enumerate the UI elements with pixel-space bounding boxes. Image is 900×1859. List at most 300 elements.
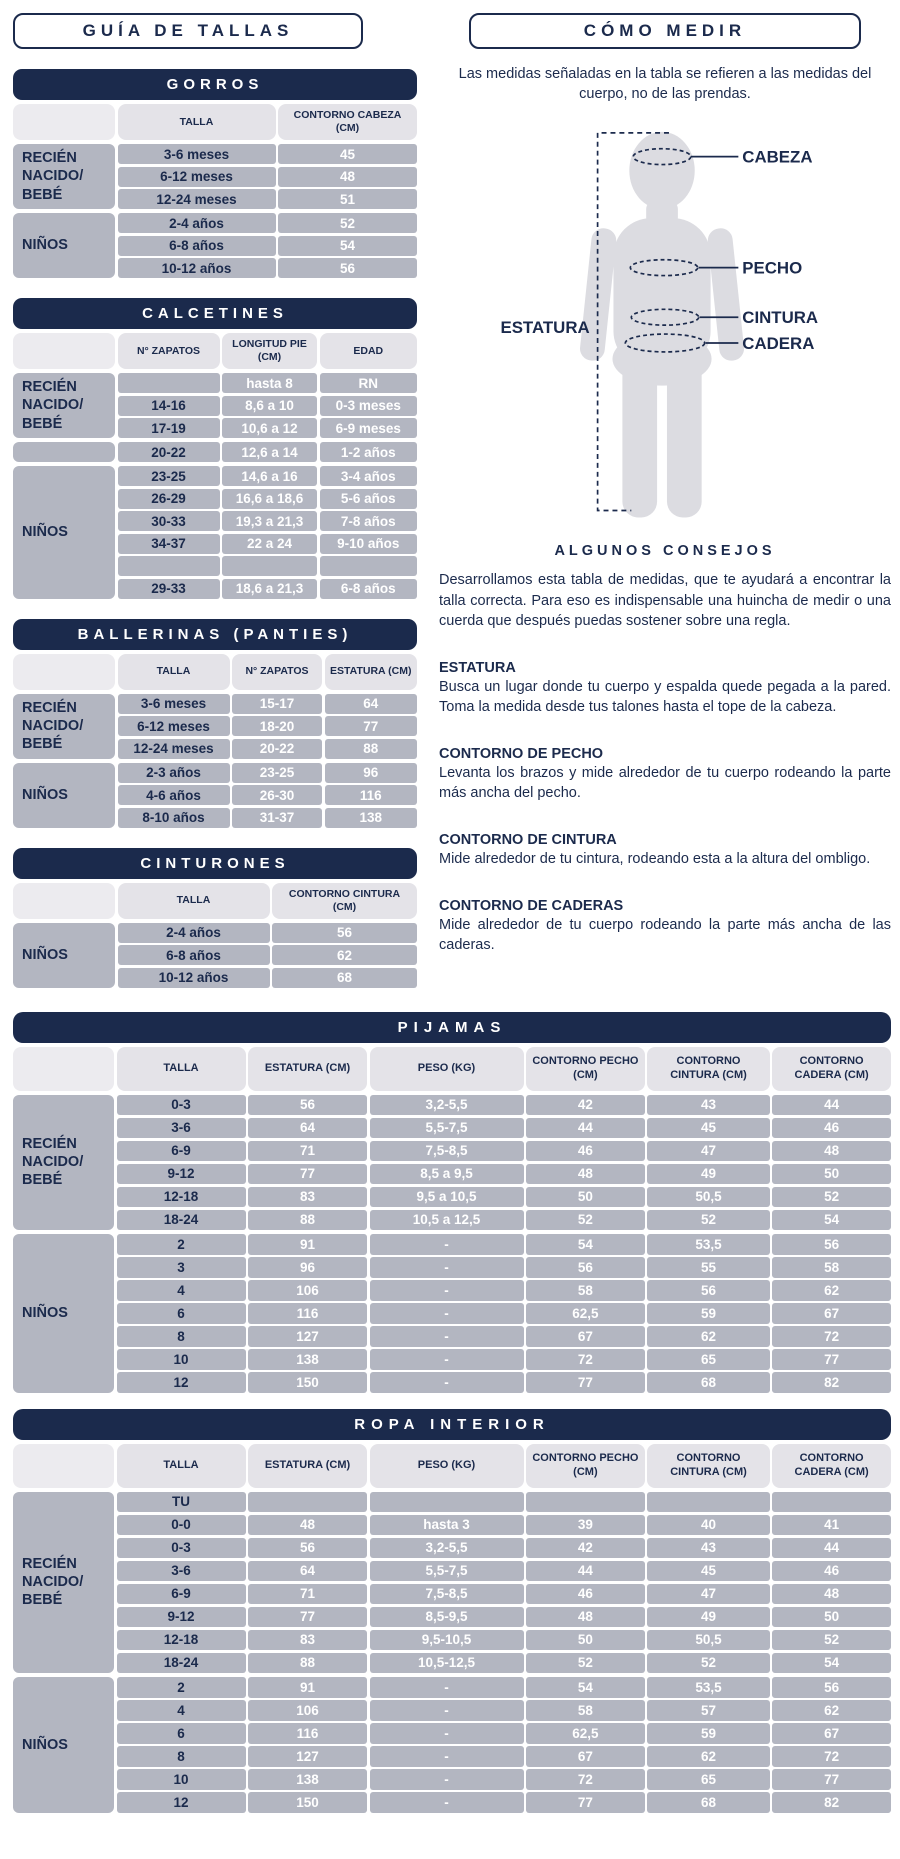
group-label: RECIÉN NACIDO/ BEBÉ xyxy=(13,694,115,759)
value-cell: 56 xyxy=(278,258,417,278)
section-contorno-caderas xyxy=(439,898,891,956)
value-cell: 77 xyxy=(325,716,418,736)
value-cell: 56 xyxy=(772,1677,891,1698)
value-cell: 46 xyxy=(526,1584,645,1605)
group-label: RECIÉN NACIDO/ BEBÉ xyxy=(13,373,115,438)
size-cell: 17-19 xyxy=(118,418,220,438)
value-cell: 52 xyxy=(772,1630,891,1651)
value-cell: 8,6 a 10 xyxy=(222,396,317,416)
value-cell: 54 xyxy=(526,1234,645,1255)
value-cell: 77 xyxy=(526,1372,645,1393)
value-cell: 64 xyxy=(248,1118,367,1139)
section-estatura xyxy=(439,660,891,718)
pecho-label: PECHO xyxy=(742,258,803,278)
value-cell: 46 xyxy=(526,1141,645,1162)
gorros-title-bar: GORROS xyxy=(13,69,417,100)
value-cell: 56 xyxy=(272,923,417,943)
size-cell: 0-0 xyxy=(117,1515,246,1536)
value-cell: 48 xyxy=(772,1141,891,1162)
size-cell: 3-6 xyxy=(117,1118,246,1139)
header-cell: CONTORNO CABEZA (CM) xyxy=(278,104,417,140)
size-cell: 3-6 meses xyxy=(118,144,276,164)
measure-title: CÓMO MEDIR xyxy=(583,21,747,40)
value-cell: 59 xyxy=(647,1723,769,1744)
group-label: RECIÉN NACIDO/ BEBÉ xyxy=(13,1095,114,1231)
value-cell: 58 xyxy=(526,1280,645,1301)
ballerinas-title-bar: BALLERINAS (PANTIES) xyxy=(13,619,417,650)
value-cell: 8,5-9,5 xyxy=(370,1607,524,1628)
size-cell: 6-8 años xyxy=(118,945,270,965)
value-cell: 42 xyxy=(526,1538,645,1559)
size-cell: 6-12 meses xyxy=(118,716,230,736)
corner-cell xyxy=(13,104,115,140)
pijamas-title-bar: PIJAMAS xyxy=(13,1012,891,1043)
measure-intro-text: Las medidas señaladas en la tabla se refieren a las medidas del cuerpo, no de las prendas. xyxy=(458,66,872,103)
value-cell: 16,6 a 18,6 xyxy=(222,489,317,509)
ballerinas-grid xyxy=(13,654,417,690)
gorros-table xyxy=(13,69,417,278)
value-cell: 41 xyxy=(772,1515,891,1536)
value-cell: 45 xyxy=(647,1561,769,1582)
value-cell: - xyxy=(370,1326,524,1347)
ropa-interior-table xyxy=(13,1409,891,1813)
cadera-label: CADERA xyxy=(742,333,815,353)
guide-title-box xyxy=(13,13,363,49)
size-cell: 9-12 xyxy=(117,1607,246,1628)
size-cell: 2-4 años xyxy=(118,923,270,943)
section-title: ESTATURA xyxy=(439,659,516,676)
value-cell: 54 xyxy=(278,236,417,256)
value-cell: 67 xyxy=(772,1723,891,1744)
header-cell: TALLA xyxy=(117,1444,246,1488)
value-cell: 91 xyxy=(248,1234,367,1255)
group-label: NIÑOS xyxy=(13,763,115,828)
value-cell: 48 xyxy=(526,1607,645,1628)
top-area xyxy=(13,13,891,988)
value-cell: 3-4 años xyxy=(320,466,418,486)
header-cell: CONTORNO CADERA (CM) xyxy=(772,1444,891,1488)
corner-cell xyxy=(13,1047,114,1091)
group-label: NIÑOS xyxy=(13,1234,114,1393)
value-cell: 5,5-7,5 xyxy=(370,1561,524,1582)
size-cell: 3 xyxy=(117,1257,246,1278)
value-cell xyxy=(222,556,317,576)
size-cell: 12-18 xyxy=(117,1187,246,1208)
size-cell: 10-12 años xyxy=(118,968,270,988)
child-silhouette-figure xyxy=(579,131,745,517)
calcetines-grid xyxy=(13,442,417,462)
size-cell: TU xyxy=(117,1492,246,1513)
section-title: CONTORNO DE PECHO xyxy=(439,745,604,762)
value-cell: 40 xyxy=(647,1515,769,1536)
value-cell: 20-22 xyxy=(232,739,322,759)
value-cell: 49 xyxy=(647,1607,769,1628)
value-cell: 50 xyxy=(526,1187,645,1208)
value-cell: 39 xyxy=(526,1515,645,1536)
value-cell: 5,5-7,5 xyxy=(370,1118,524,1139)
value-cell: 62,5 xyxy=(526,1723,645,1744)
gorros-grid xyxy=(13,144,417,209)
size-cell: 29-33 xyxy=(118,579,220,599)
size-cell: 8-10 años xyxy=(118,808,230,828)
value-cell: - xyxy=(370,1723,524,1744)
value-cell: 77 xyxy=(772,1769,891,1790)
value-cell: 65 xyxy=(647,1349,769,1370)
value-cell: - xyxy=(370,1280,524,1301)
consejos-text: Desarrollamos esta tabla de medidas, que te ayudará a encontrar la talla correcta. Para eso es indispensable una huincha de medir o una cuerda que después puedas sostener sobre una regla. xyxy=(439,571,891,630)
size-cell: 12-18 xyxy=(117,1630,246,1651)
value-cell: 72 xyxy=(772,1326,891,1347)
value-cell: - xyxy=(370,1769,524,1790)
value-cell: 3,2-5,5 xyxy=(370,1538,524,1559)
value-cell: 42 xyxy=(526,1095,645,1116)
group-label: NIÑOS xyxy=(13,1677,114,1813)
cinturones-grid xyxy=(13,923,417,988)
group-label xyxy=(13,442,115,462)
value-cell: 96 xyxy=(325,763,418,783)
header-cell: LONGITUD PIE (CM) xyxy=(222,333,317,369)
value-cell: 47 xyxy=(647,1141,769,1162)
header-cell: TALLA xyxy=(117,1047,246,1091)
size-cell: 6-9 xyxy=(117,1141,246,1162)
size-cell: 6 xyxy=(117,1303,246,1324)
size-cell: 2-3 años xyxy=(118,763,230,783)
size-cell: 0-3 xyxy=(117,1538,246,1559)
size-cell: 0-3 xyxy=(117,1095,246,1116)
value-cell: 9-10 años xyxy=(320,534,418,554)
section-title: CONTORNO DE CINTURA xyxy=(439,832,617,849)
gorros-grid xyxy=(13,213,417,278)
value-cell: 150 xyxy=(248,1792,367,1813)
value-cell: 83 xyxy=(248,1187,367,1208)
value-cell: - xyxy=(370,1234,524,1255)
value-cell: 7-8 años xyxy=(320,511,418,531)
ropa_interior-grid xyxy=(13,1677,891,1813)
header-cell: CONTORNO CADERA (CM) xyxy=(772,1047,891,1091)
corner-cell xyxy=(13,654,115,690)
value-cell: 15-17 xyxy=(232,694,322,714)
header-cell: CONTORNO CINTURA (CM) xyxy=(647,1444,769,1488)
value-cell: 43 xyxy=(647,1095,769,1116)
header-cell: CONTORNO CINTURA (CM) xyxy=(647,1047,769,1091)
value-cell: 52 xyxy=(647,1210,769,1231)
value-cell: 71 xyxy=(248,1584,367,1605)
value-cell xyxy=(320,556,418,576)
value-cell: 68 xyxy=(647,1792,769,1813)
left-column xyxy=(13,13,417,988)
size-cell: 12-24 meses xyxy=(118,739,230,759)
calcetines-table xyxy=(13,298,417,599)
value-cell: 51 xyxy=(278,189,417,209)
value-cell: 52 xyxy=(278,213,417,233)
value-cell: 64 xyxy=(325,694,418,714)
value-cell: 8,5 a 9,5 xyxy=(370,1164,524,1185)
value-cell: 62 xyxy=(272,945,417,965)
size-cell: 6-9 xyxy=(117,1584,246,1605)
value-cell: 49 xyxy=(647,1164,769,1185)
value-cell: 67 xyxy=(772,1303,891,1324)
value-cell: 59 xyxy=(647,1303,769,1324)
value-cell: 52 xyxy=(772,1187,891,1208)
size-cell: 6-12 meses xyxy=(118,167,276,187)
size-cell: 8 xyxy=(117,1326,246,1347)
value-cell: 52 xyxy=(647,1653,769,1674)
cinturones-table xyxy=(13,848,417,988)
value-cell: 127 xyxy=(248,1326,367,1347)
size-cell: 4 xyxy=(117,1280,246,1301)
size-cell: 9-12 xyxy=(117,1164,246,1185)
value-cell: 150 xyxy=(248,1372,367,1393)
value-cell: 3,2-5,5 xyxy=(370,1095,524,1116)
cabeza-label: CABEZA xyxy=(742,147,813,167)
section-text: Mide alrededor de tu cintura, rodeando esta a la altura del ombligo. xyxy=(439,851,871,868)
value-cell: 62 xyxy=(647,1746,769,1767)
value-cell: 83 xyxy=(248,1630,367,1651)
group-label: RECIÉN NACIDO/ BEBÉ xyxy=(13,144,115,209)
value-cell: 55 xyxy=(647,1257,769,1278)
value-cell: 56 xyxy=(647,1280,769,1301)
header-cell: TALLA xyxy=(118,654,230,690)
header-cell: TALLA xyxy=(118,883,270,919)
value-cell: 65 xyxy=(647,1769,769,1790)
value-cell: 77 xyxy=(248,1164,367,1185)
value-cell: 14,6 a 16 xyxy=(222,466,317,486)
value-cell: - xyxy=(370,1746,524,1767)
value-cell: 91 xyxy=(248,1677,367,1698)
ballerinas-grid xyxy=(13,763,417,828)
value-cell: 50 xyxy=(526,1630,645,1651)
value-cell: 22 a 24 xyxy=(222,534,317,554)
value-cell: 50,5 xyxy=(647,1187,769,1208)
size-cell: 10 xyxy=(117,1769,246,1790)
value-cell: 56 xyxy=(772,1234,891,1255)
section-contorno-pecho xyxy=(439,746,891,804)
size-cell: 14-16 xyxy=(118,396,220,416)
header-cell: TALLA xyxy=(118,104,276,140)
estatura-label: ESTATURA xyxy=(500,317,590,337)
section-title: CONTORNO DE CADERAS xyxy=(439,897,624,914)
value-cell: 19,3 a 21,3 xyxy=(222,511,317,531)
value-cell: 62 xyxy=(772,1700,891,1721)
value-cell: 50 xyxy=(772,1607,891,1628)
value-cell: - xyxy=(370,1792,524,1813)
value-cell: 54 xyxy=(772,1210,891,1231)
size-cell: 3-6 meses xyxy=(118,694,230,714)
value-cell: 53,5 xyxy=(647,1677,769,1698)
header-cell: CONTORNO PECHO (CM) xyxy=(526,1047,645,1091)
size-cell: 4 xyxy=(117,1700,246,1721)
value-cell xyxy=(370,1492,524,1513)
size-cell: 34-37 xyxy=(118,534,220,554)
header-cell: N° ZAPATOS xyxy=(118,333,220,369)
value-cell: 44 xyxy=(772,1095,891,1116)
size-cell: 12 xyxy=(117,1372,246,1393)
value-cell xyxy=(772,1492,891,1513)
value-cell: 138 xyxy=(325,808,418,828)
size-cell: 23-25 xyxy=(118,466,220,486)
value-cell: 50,5 xyxy=(647,1630,769,1651)
value-cell: 1-2 años xyxy=(320,442,418,462)
body-measure-diagram xyxy=(439,117,891,523)
value-cell: - xyxy=(370,1257,524,1278)
size-cell: 8 xyxy=(117,1746,246,1767)
pijamas-grid xyxy=(13,1047,891,1091)
value-cell: 77 xyxy=(248,1607,367,1628)
value-cell: 0-3 meses xyxy=(320,396,418,416)
corner-cell xyxy=(13,333,115,369)
value-cell: 96 xyxy=(248,1257,367,1278)
consejos-title: ALGUNOS CONSEJOS xyxy=(554,542,776,559)
size-cell: 12-24 meses xyxy=(118,189,276,209)
value-cell: 45 xyxy=(647,1118,769,1139)
value-cell: hasta 3 xyxy=(370,1515,524,1536)
value-cell: 71 xyxy=(248,1141,367,1162)
value-cell: RN xyxy=(320,373,418,393)
size-cell: 18-24 xyxy=(117,1653,246,1674)
value-cell: 62,5 xyxy=(526,1303,645,1324)
value-cell: 127 xyxy=(248,1746,367,1767)
header-cell: ESTATURA (CM) xyxy=(248,1444,367,1488)
calcetines-grid xyxy=(13,373,417,438)
size-cell: 18-24 xyxy=(117,1210,246,1231)
gorros-grid xyxy=(13,104,417,140)
calcetines-grid xyxy=(13,466,417,599)
pijamas-grid xyxy=(13,1095,891,1231)
header-cell: EDAD xyxy=(320,333,418,369)
group-label: NIÑOS xyxy=(13,213,115,278)
ballerinas-table xyxy=(13,619,417,828)
section-contorno-cintura xyxy=(439,832,891,870)
group-label: NIÑOS xyxy=(13,466,115,599)
value-cell: 64 xyxy=(248,1561,367,1582)
value-cell: 52 xyxy=(526,1653,645,1674)
cinturones-title-bar: CINTURONES xyxy=(13,848,417,879)
value-cell: hasta 8 xyxy=(222,373,317,393)
value-cell: 56 xyxy=(248,1538,367,1559)
value-cell: 50 xyxy=(772,1164,891,1185)
header-cell: ESTATURA (CM) xyxy=(325,654,418,690)
value-cell: 48 xyxy=(248,1515,367,1536)
value-cell: 53,5 xyxy=(647,1234,769,1255)
value-cell: 72 xyxy=(526,1769,645,1790)
value-cell: - xyxy=(370,1677,524,1698)
value-cell: 56 xyxy=(248,1095,367,1116)
pijamas-table xyxy=(13,1012,891,1393)
guide-title: GUÍA DE TALLAS xyxy=(82,21,294,40)
calcetines-grid xyxy=(13,333,417,369)
value-cell: 58 xyxy=(526,1700,645,1721)
value-cell: 62 xyxy=(772,1280,891,1301)
value-cell: 116 xyxy=(248,1723,367,1744)
value-cell: 9,5-10,5 xyxy=(370,1630,524,1651)
value-cell: 72 xyxy=(526,1349,645,1370)
value-cell: 46 xyxy=(772,1118,891,1139)
value-cell: 116 xyxy=(248,1303,367,1324)
ropa_interior-grid xyxy=(13,1444,891,1488)
value-cell: 68 xyxy=(272,968,417,988)
value-cell: 58 xyxy=(772,1257,891,1278)
size-cell: 10 xyxy=(117,1349,246,1370)
value-cell: 7,5-8,5 xyxy=(370,1141,524,1162)
value-cell: 54 xyxy=(526,1677,645,1698)
size-cell: 2-4 años xyxy=(118,213,276,233)
value-cell: 43 xyxy=(647,1538,769,1559)
group-label: RECIÉN NACIDO/ BEBÉ xyxy=(13,1492,114,1674)
size-cell: 26-29 xyxy=(118,489,220,509)
value-cell: 18,6 a 21,3 xyxy=(222,579,317,599)
header-cell: PESO (KG) xyxy=(370,1047,524,1091)
value-cell: 138 xyxy=(248,1349,367,1370)
value-cell: 18-20 xyxy=(232,716,322,736)
value-cell: 12,6 a 14 xyxy=(222,442,317,462)
value-cell: 88 xyxy=(248,1210,367,1231)
size-cell xyxy=(118,556,220,576)
size-cell: 2 xyxy=(117,1234,246,1255)
size-cell: 6 xyxy=(117,1723,246,1744)
value-cell: 48 xyxy=(278,167,417,187)
value-cell: 10,5-12,5 xyxy=(370,1653,524,1674)
calcetines-title-bar: CALCETINES xyxy=(13,298,417,329)
size-cell xyxy=(118,373,220,393)
header-cell: N° ZAPATOS xyxy=(232,654,322,690)
value-cell: 138 xyxy=(248,1769,367,1790)
value-cell: 52 xyxy=(526,1210,645,1231)
value-cell: 67 xyxy=(526,1746,645,1767)
value-cell: 116 xyxy=(325,785,418,805)
header-cell: PESO (KG) xyxy=(370,1444,524,1488)
value-cell xyxy=(647,1492,769,1513)
value-cell: 57 xyxy=(647,1700,769,1721)
header-cell: CONTORNO CINTURA (CM) xyxy=(272,883,417,919)
size-cell: 10-12 años xyxy=(118,258,276,278)
header-cell: ESTATURA (CM) xyxy=(248,1047,367,1091)
value-cell: 67 xyxy=(526,1326,645,1347)
value-cell: 82 xyxy=(772,1372,891,1393)
section-text: Busca un lugar donde tu cuerpo y espalda quede pegada a la pared. Toma la medida desde tus talones hasta el tope de la cabeza. xyxy=(439,678,891,716)
value-cell: 26-30 xyxy=(232,785,322,805)
corner-cell xyxy=(13,883,115,919)
value-cell xyxy=(526,1492,645,1513)
value-cell: 62 xyxy=(647,1326,769,1347)
size-cell: 30-33 xyxy=(118,511,220,531)
section-text: Levanta los brazos y mide alrededor de tu cuerpo rodeando la parte más ancha del pecho. xyxy=(439,764,891,802)
size-cell: 2 xyxy=(117,1677,246,1698)
value-cell: 88 xyxy=(248,1653,367,1674)
ballerinas-grid xyxy=(13,694,417,759)
right-column xyxy=(439,13,891,988)
value-cell: 44 xyxy=(526,1118,645,1139)
value-cell: 77 xyxy=(526,1792,645,1813)
ropa_interior-grid xyxy=(13,1492,891,1674)
value-cell: - xyxy=(370,1349,524,1370)
value-cell: 54 xyxy=(772,1653,891,1674)
size-cell: 4-6 años xyxy=(118,785,230,805)
value-cell: 44 xyxy=(772,1538,891,1559)
cintura-label: CINTURA xyxy=(742,307,819,327)
pijamas-grid xyxy=(13,1234,891,1393)
section-text: Mide alrededor de tu cuerpo rodeando la parte más ancha de las caderas. xyxy=(439,916,891,954)
value-cell: 5-6 años xyxy=(320,489,418,509)
value-cell: 31-37 xyxy=(232,808,322,828)
measure-title-box xyxy=(469,13,861,49)
value-cell: 72 xyxy=(772,1746,891,1767)
size-cell: 20-22 xyxy=(118,442,220,462)
value-cell xyxy=(248,1492,367,1513)
ropa_interior-title-bar: ROPA INTERIOR xyxy=(13,1409,891,1440)
value-cell: 46 xyxy=(772,1561,891,1582)
size-cell: 12 xyxy=(117,1792,246,1813)
value-cell: 77 xyxy=(772,1349,891,1370)
